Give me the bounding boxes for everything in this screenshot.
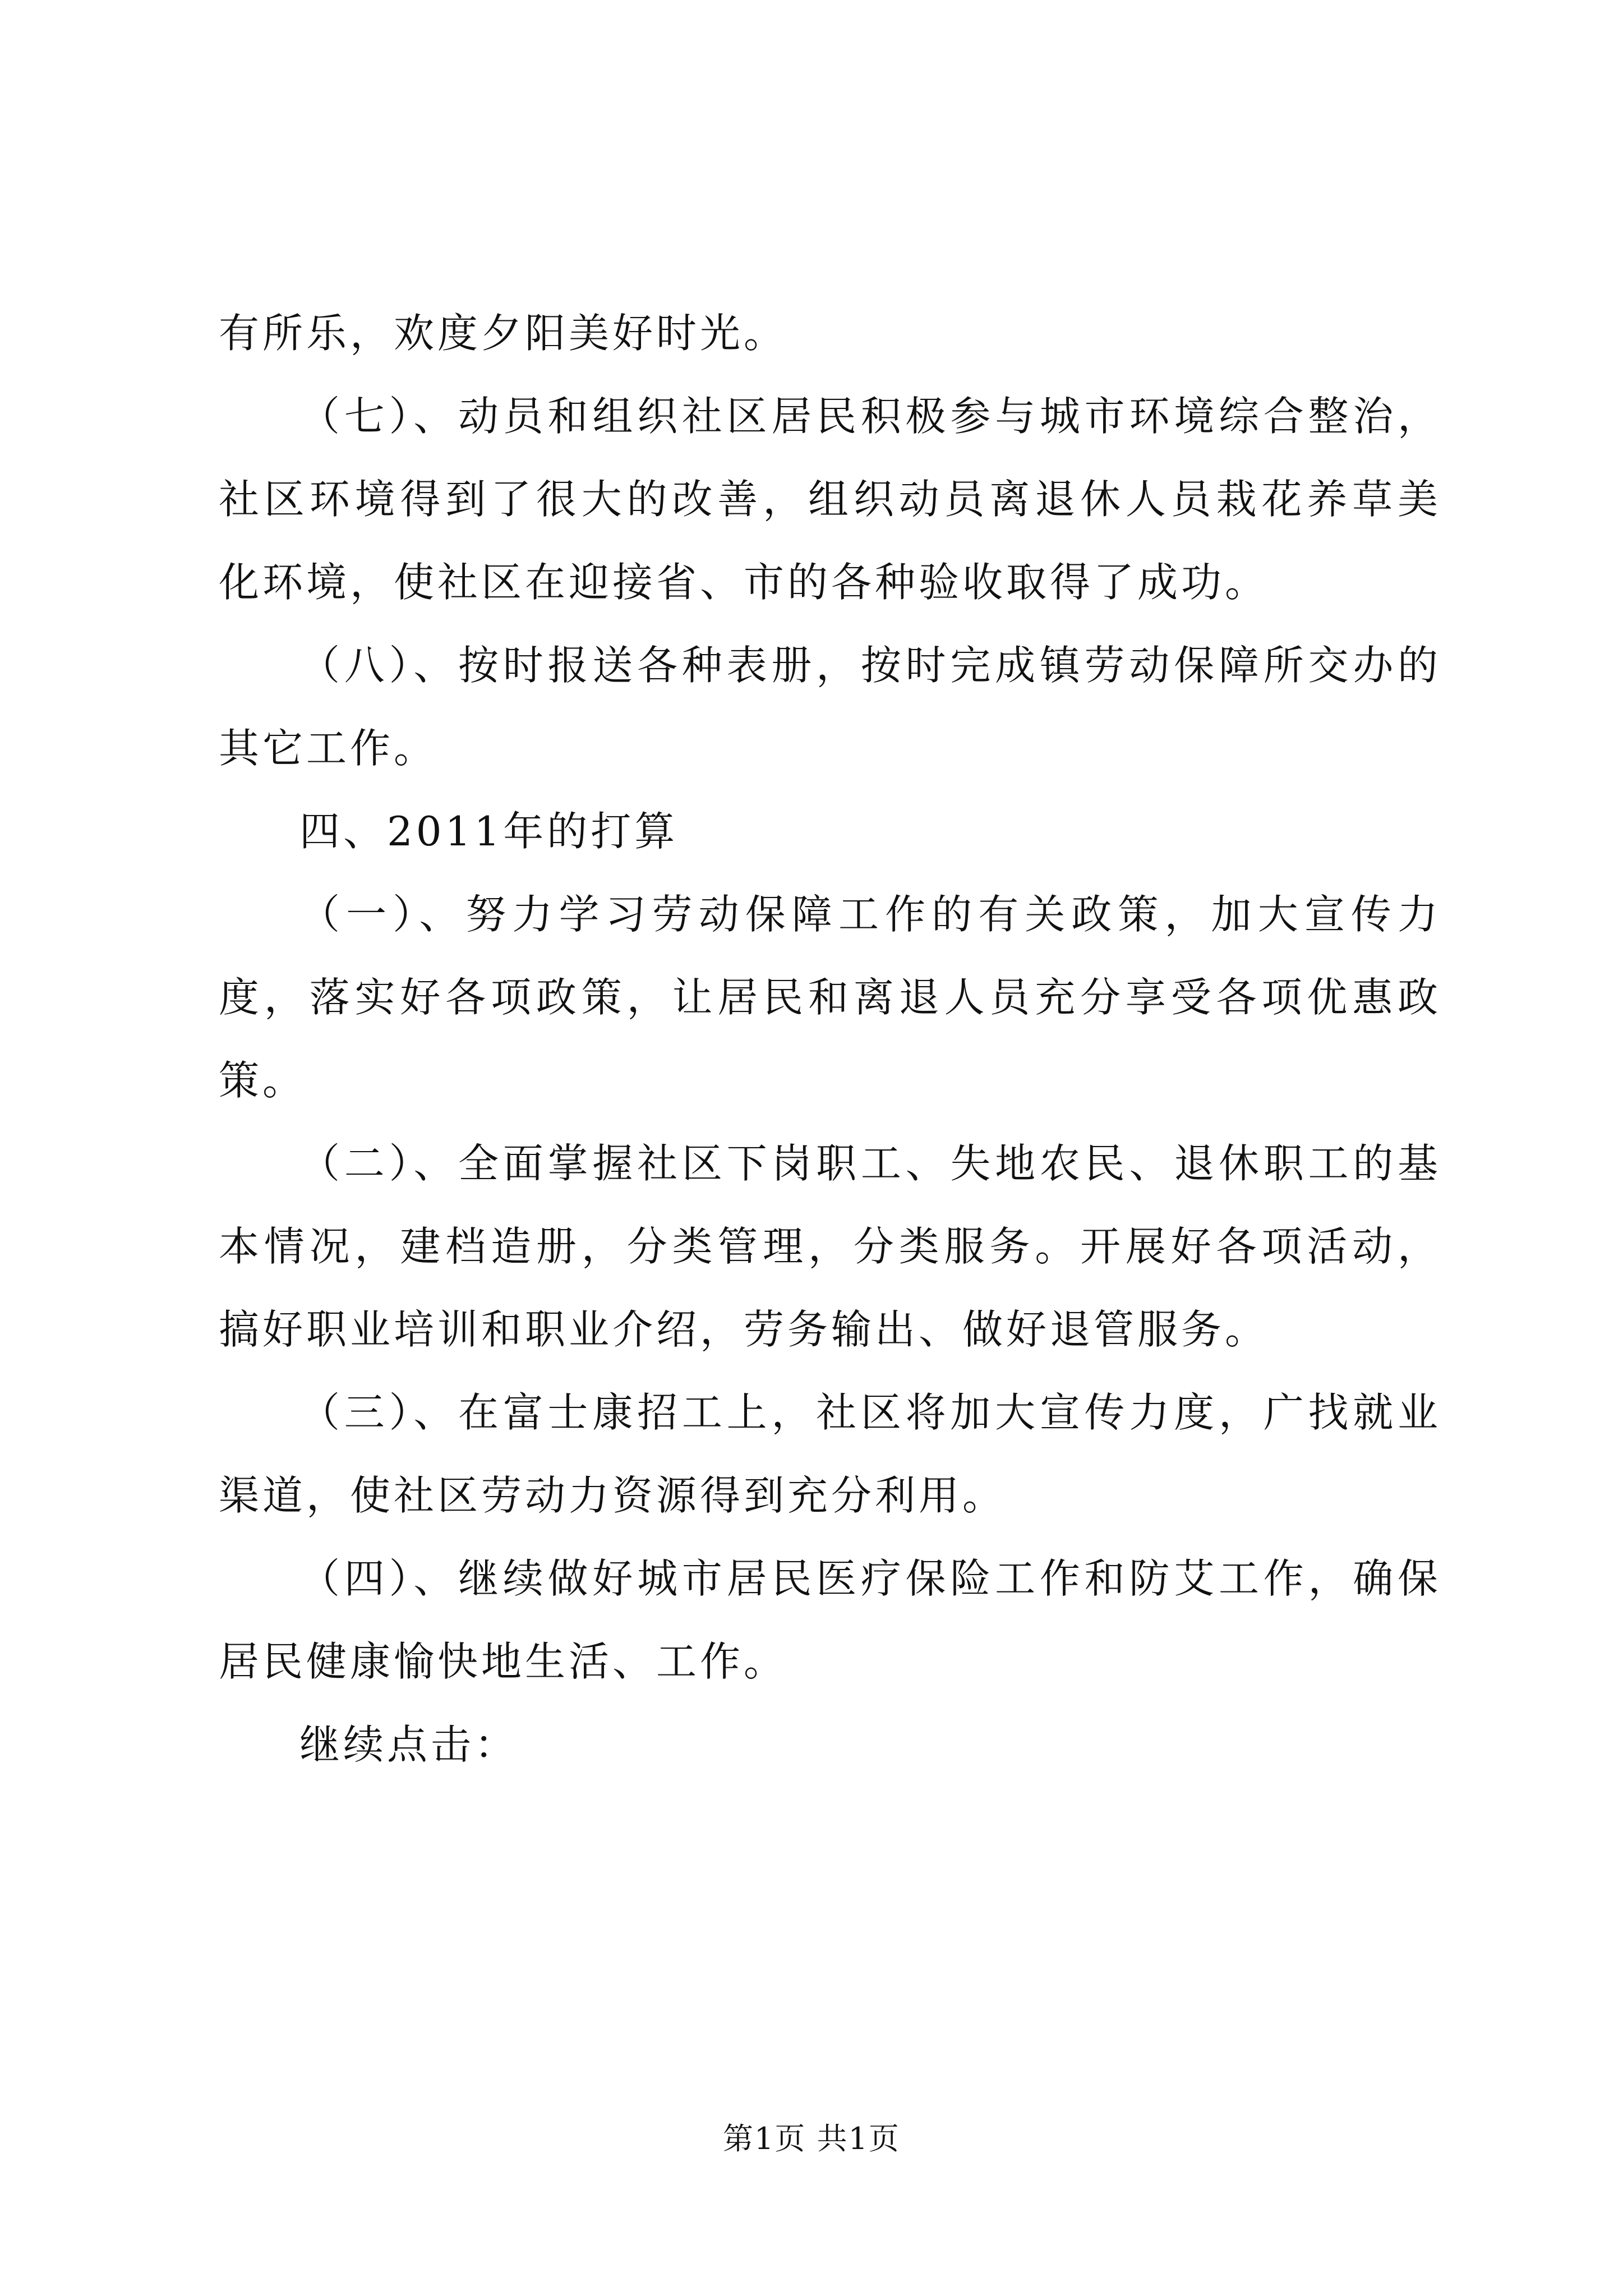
page-footer: 第1页 共1页 [723, 2121, 900, 2156]
paragraph-plan-2: （二）、全面掌握社区下岗职工、失地农民、退休职工的基本情况，建档造册，分类管理，分类服务。开展好各项活动，搞好职业培训和职业介绍，劳务输出、做好退管服务。 [219, 1140, 1441, 1353]
paragraph-plan-3: （三）、在富士康招工上，社区将加大宣传力度，广找就业渠道，使社区劳动力资源得到充分利用。 [219, 1389, 1441, 1519]
paragraph-item-7: （七）、动员和组织社区居民积极参与城市环境综合整治，社区环境得到了很大的改善，组织动员离退休人员栽花养草美化环境，使社区在迎接省、市的各种验收取得了成功。 [219, 393, 1441, 606]
paragraph-continuation: 有所乐，欢度夕阳美好时光。 [219, 310, 788, 357]
continue-click-text: 继续点击： [299, 1721, 519, 1768]
paragraph-plan-4: （四）、继续做好城市居民医疗保险工作和防艾工作，确保居民健康愉快地生活、工作。 [219, 1555, 1441, 1685]
paragraph-item-8: （八）、按时报送各种表册，按时完成镇劳动保障所交办的其它工作。 [219, 642, 1441, 772]
section-heading-2011-plan: 四、2011年的打算 [299, 808, 679, 855]
paragraph-plan-1: （一）、努力学习劳动保障工作的有关政策，加大宣传力度，落实好各项政策，让居民和离退人员充分享受各项优惠政策。 [219, 891, 1441, 1104]
document-body [219, 292, 1441, 1786]
